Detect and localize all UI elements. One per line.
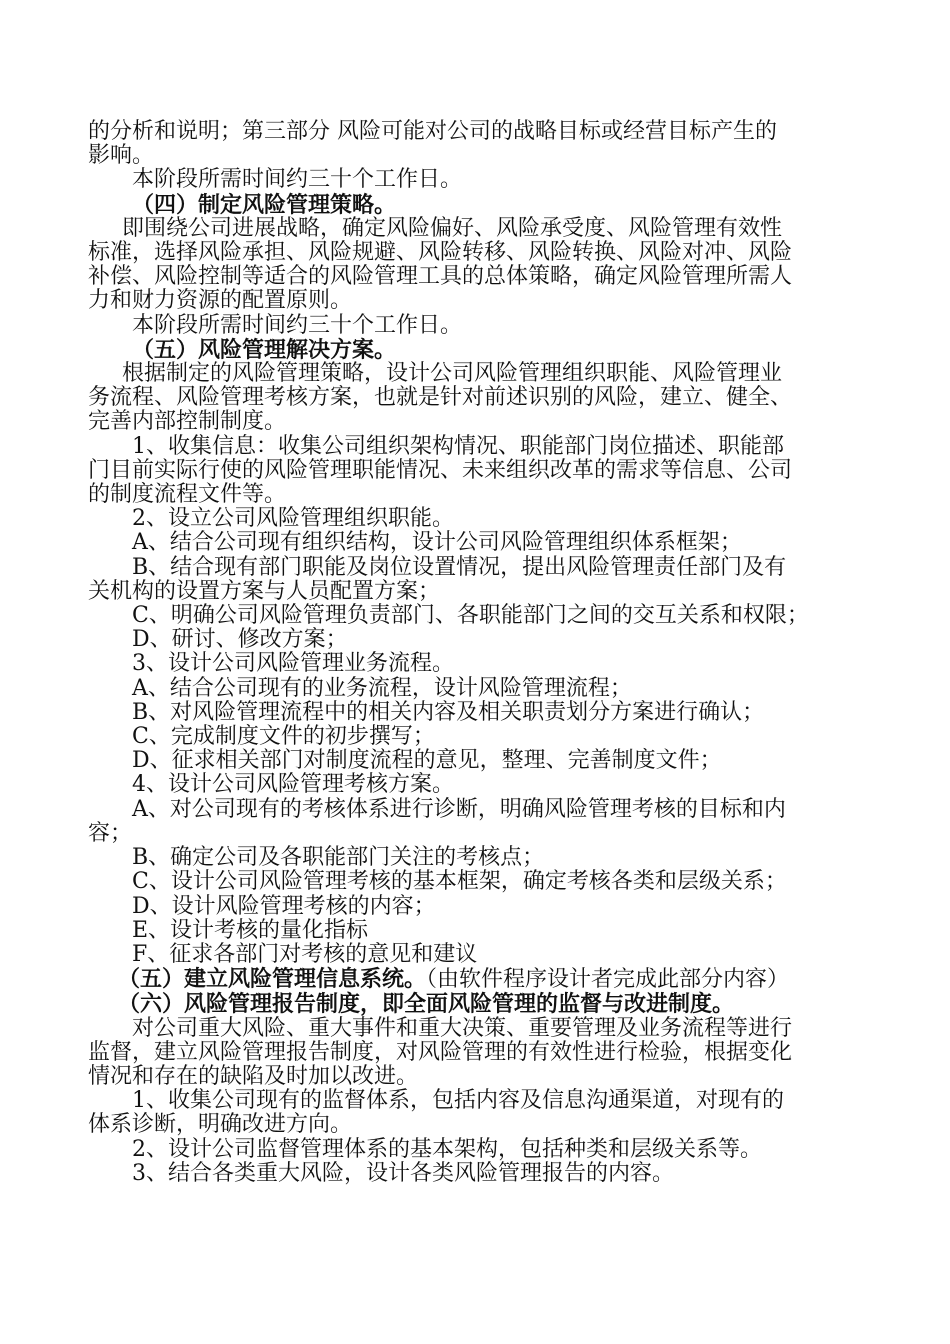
- text-line: 门目前实际行使的风险管理职能情况、未来组织改革的需求等信息、公司: [88, 457, 793, 483]
- list-item: C、设计公司风险管理考核的基本框架，确定考核各类和层级关系；: [132, 869, 787, 895]
- text-line: 完善内部控制制度。: [88, 409, 287, 435]
- document-body: [88, 120, 864, 1186]
- text-line: 本阶段所需时间约三十个工作日。: [132, 167, 463, 193]
- list-item: 3、结合各类重大风险，设计各类风险管理报告的内容。: [132, 1160, 674, 1186]
- text-line: 的分析和说明；第三部分 风险可能对公司的战略目标或经营目标产生的: [88, 119, 777, 144]
- list-item: 1、收集信息：收集公司组织架构情况、职能部门岗位描述、职能部: [132, 433, 784, 459]
- list-item: B、结合现有部门职能及岗位设置情况，提出风险管理责任部门及有: [132, 554, 787, 580]
- section-heading: （五）风险管理解决方案。: [132, 336, 397, 363]
- list-item: B、确定公司及各职能部门关注的考核点；: [132, 845, 545, 871]
- list-item: D、设计风险管理考核的内容；: [132, 893, 436, 919]
- section-heading-note: （由软件程序设计者完成此部分内容）: [426, 967, 790, 993]
- text-line: 监督，建立风险管理报告制度，对风险管理的有效性进行检验，根据变化: [88, 1039, 793, 1065]
- text-line: 补偿、风险控制等适合的风险管理工具的总体策略，确定风险管理所需人: [88, 264, 793, 290]
- text-line: 即围绕公司进展战略，确定风险偏好、风险承受度、风险管理有效性: [122, 215, 783, 241]
- text-line: 体系诊断，明确改进方向。: [88, 1112, 353, 1138]
- list-item: F、征求各部门对考核的意见和建议: [132, 941, 478, 967]
- text-line: 影响。: [88, 143, 155, 169]
- section-heading: [88, 967, 864, 992]
- list-item: 2、设计公司监督管理体系的基本架构，包括种类和层级关系等。: [132, 1136, 762, 1162]
- list-item: A、对公司现有的考核体系进行诊断，明确风险管理考核的目标和内: [132, 796, 786, 822]
- list-item: 1、收集公司现有的监督体系，包括内容及信息沟通渠道，对现有的: [132, 1088, 784, 1114]
- list-item: D、征求相关部门对制度流程的意见，整理、完善制度文件；: [132, 748, 722, 774]
- list-item: E、设计考核的量化指标: [132, 917, 369, 943]
- text-line: 标准，选择风险承担、风险规避、风险转移、风险转换、风险对冲、风险: [88, 240, 793, 266]
- list-item: D、研讨、修改方案；: [132, 627, 348, 653]
- text-line: 的制度流程文件等。: [88, 482, 287, 508]
- text-line: 务流程、风险管理考核方案，也就是针对前述识别的风险，建立、健全、: [88, 385, 793, 411]
- section-heading: （六）风险管理报告制度，即全面风险管理的监督与改进制度。: [118, 991, 735, 1018]
- list-item: A、结合公司现有的业务流程，设计风险管理流程；: [132, 675, 632, 701]
- section-heading-title: （五）建立风险管理信息系统。: [118, 966, 427, 993]
- text-line: 情况和存在的缺陷及时加以改进。: [88, 1063, 419, 1089]
- list-item: B、对风险管理流程中的相关内容及相关职责划分方案进行确认；: [132, 699, 765, 725]
- list-item: C、完成制度文件的初步撰写；: [132, 724, 435, 750]
- list-item: 4、设计公司风险管理考核方案。: [132, 772, 454, 798]
- text-line: 容；: [88, 820, 133, 846]
- text-line: 根据制定的风险管理策略，设计公司风险管理组织职能、风险管理业: [122, 361, 783, 387]
- text-line: 关机构的设置方案与人员配置方案；: [88, 578, 441, 604]
- list-item: A、结合公司现有组织结构，设计公司风险管理组织体系框架；: [132, 530, 742, 556]
- list-item: 2、设立公司风险管理组织职能。: [132, 506, 454, 532]
- list-item: 3、设计公司风险管理业务流程。: [132, 651, 454, 677]
- text-line: 力和财力资源的配置原则。: [88, 288, 353, 314]
- text-line: 本阶段所需时间约三十个工作日。: [132, 312, 463, 338]
- section-heading: （四）制定风险管理策略。: [132, 191, 397, 218]
- list-item: C、明确公司风险管理负责部门、各职能部门之间的交互关系和权限；: [132, 603, 809, 629]
- text-line: 对公司重大风险、重大事件和重大决策、重要管理及业务流程等进行: [132, 1015, 793, 1041]
